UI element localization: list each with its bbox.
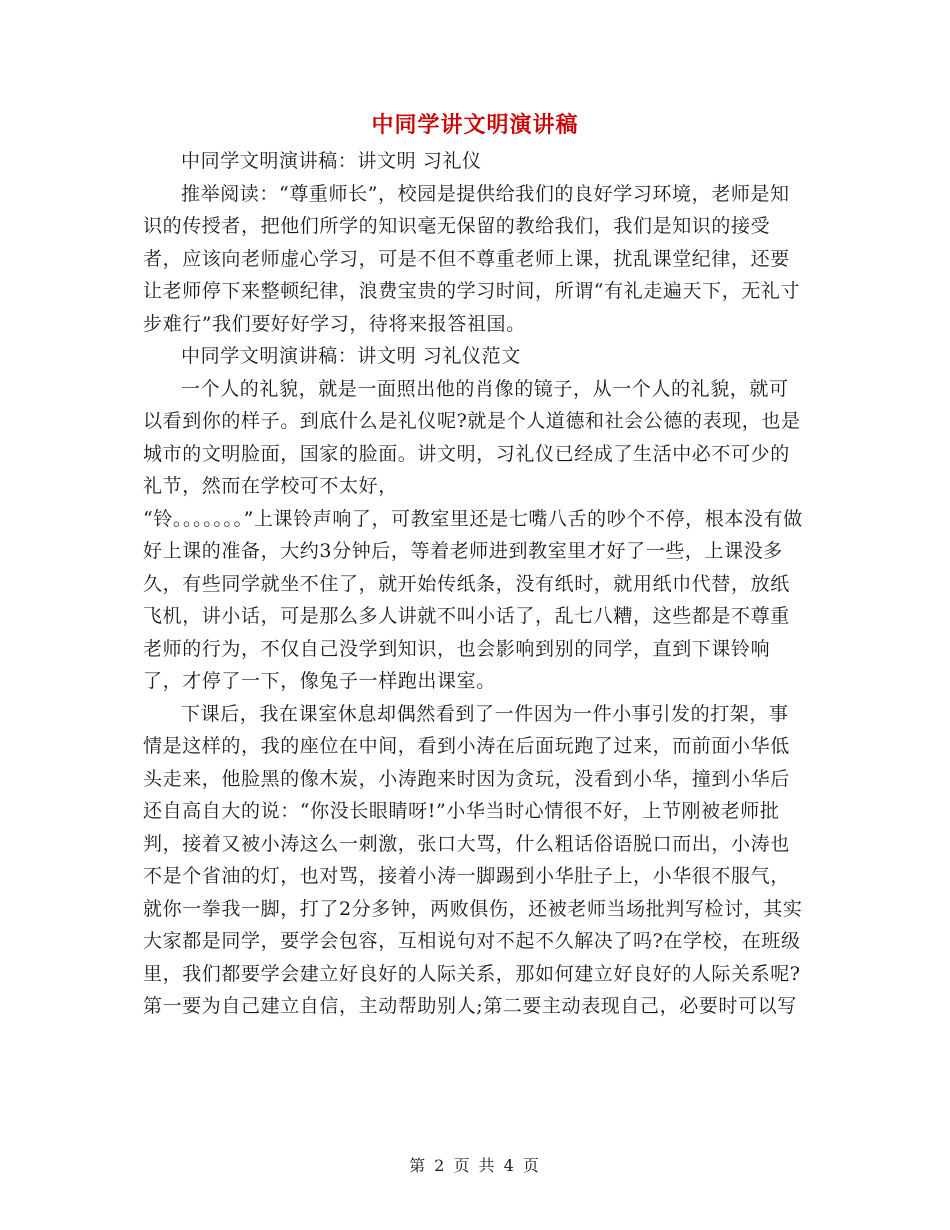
- page-footer: 第 2 页 共 4 页: [409, 1156, 541, 1175]
- document-body: [143, 145, 808, 1023]
- paragraph: 下课后，我在课室休息却偶然看到了一件因为一件小事引发的打架，事情是这样的，我的座位在中间，看到小涛在后面玩跑了过来，而前面小华低头走来，他脸黑的像木炭，小涛跑来时因为贪玩，没看到小华，撞到小华后还自高自大的说：“你没长眼睛呀!”小华当时心情很不好，上节刚被老师批判，接着又被小涛这么一刺激，张口大骂，什么粗话俗语脱口而出，小涛也不是个省油的灯，也对骂，接着小涛一脚踢到小华肚子上，小华很不服气，就你一拳我一脚，打了2分多钟，两败俱伤，还被老师当场批判写检讨，其实大家都是同学，要学会包容，互相说句对不起不久解决了吗?在学校，在班级里，我们都要学会建立好良好的人际关系，那如何建立好良好的人际关系呢?第一要为自己建立自信，主动帮助别人;第二要主动表现自己，必要时可以写: [143, 702, 803, 1017]
- document-title: 中同学讲文明演讲稿: [371, 112, 579, 138]
- paragraph: 一个人的礼貌，就是一面照出他的肖像的镜子，从一个人的礼貌，就可以看到你的样子。到底什么是礼仪呢?就是个人道德和社会公德的表现，也是城市的文明脸面，国家的脸面。讲文明，习礼仪已经成了生活中必不可少的礼节，然而在学校可不太好，: [143, 377, 801, 497]
- section-heading: 中同学文明演讲稿：讲文明 习礼仪: [181, 150, 482, 172]
- paragraph: 推举阅读：“尊重师长”，校园是提供给我们的良好学习环境，老师是知识的传授者，把他们所学的知识毫无保留的教给我们，我们是知识的接受者，应该向老师虚心学习，可是不但不尊重老师上课，扰乱课堂纪律，还要让老师停下来整顿纪律，浪费宝贵的学习时间，所谓“有礼走遍天下，无礼寸步难行”我们要好好学习，待将来报答祖国。: [143, 182, 801, 335]
- paragraph: “铃。。。。。。。”上课铃声响了，可教室里还是七嘴八舌的吵个不停，根本没有做好上课的准备，大约3分钟后，等着老师进到教室里才好了一些，上课没多久，有些同学就坐不住了，就开始传纸条，没有纸时，就用纸巾代替，放纸飞机，讲小话，可是那么多人讲就不叫小话了，乱七八糟，这些都是不尊重老师的行为，不仅自己没学到知识，也会影响到别的同学，直到下课铃响了，才停了一下，像兔子一样跑出课室。: [143, 507, 803, 692]
- section-heading: 中同学文明演讲稿：讲文明 习礼仪范文: [181, 345, 521, 367]
